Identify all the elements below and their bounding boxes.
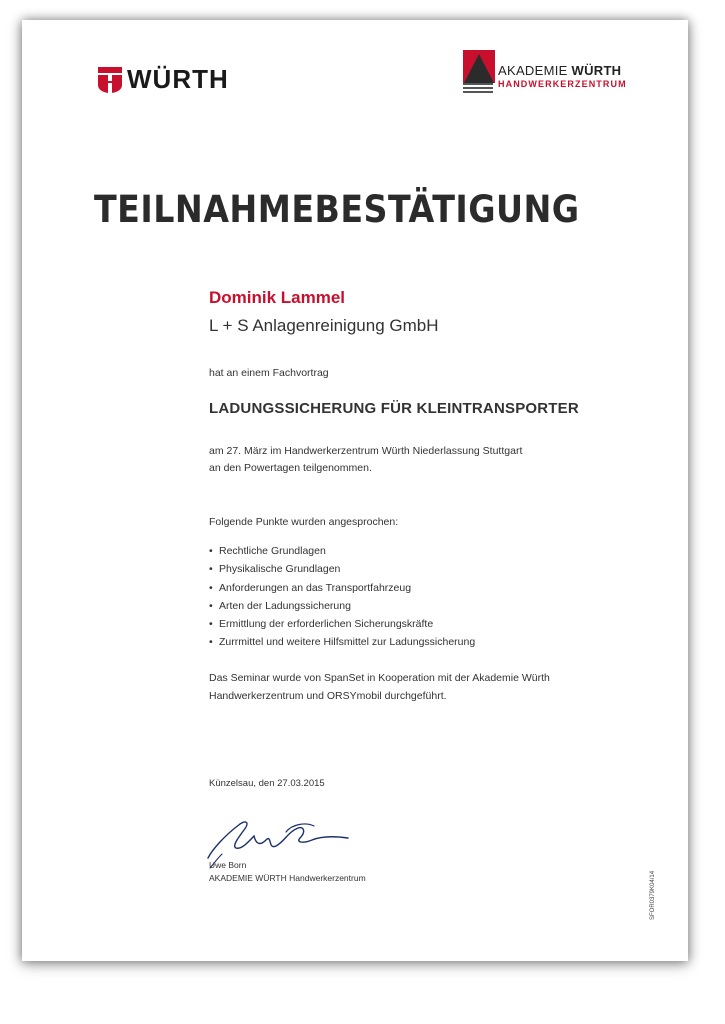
intro-text: hat an einem Fachvortrag — [209, 367, 329, 379]
list-item: • Zurrmittel und weitere Hilfsmittel zur Ladungssicherung — [209, 633, 475, 651]
participant-name: Dominik Lammel — [209, 288, 346, 307]
closing-line-1: Das Seminar wurde von SpanSet in Kooperation mit der Akademie Würth — [209, 672, 550, 684]
participant-company: L + S Anlagenreinigung GmbH — [209, 316, 439, 335]
topics-intro: Folgende Punkte wurden angesprochen: — [209, 516, 399, 528]
list-item: • Ermittlung der erforderlichen Sicherungskräfte — [209, 615, 475, 633]
signer-organization: AKADEMIE WÜRTH Handwerkerzentrum — [209, 873, 366, 883]
akademie-logo-line2: HANDWERKERZENTRUM — [498, 79, 627, 89]
details-line-1: am 27. März im Handwerkerzentrum Würth Niederlassung Stuttgart — [209, 445, 523, 457]
list-item: • Anforderungen an das Transportfahrzeug — [209, 579, 475, 597]
list-item: • Arten der Ladungssicherung — [209, 597, 475, 615]
list-item: • Rechtliche Grundlagen — [209, 542, 475, 560]
place-date: Künzelsau, den 27.03.2015 — [209, 778, 325, 789]
certificate-title: TEILNAHMEBESTÄTIGUNG — [94, 188, 580, 231]
list-item: • Physikalische Grundlagen — [209, 560, 475, 578]
akademie-logo-line1: AKADEMIE WÜRTH — [498, 63, 622, 78]
document-id: SFOR0379K04/14 — [650, 870, 656, 920]
wurth-logo-mark-icon — [98, 67, 122, 93]
details-line-2: an den Powertagen teilgenommen. — [209, 462, 372, 474]
certificate-page — [22, 20, 688, 961]
signer-name: Uwe Born — [209, 860, 247, 870]
closing-line-2: Handwerkerzentrum und ORSYmobil durchgeführt. — [209, 690, 447, 702]
akademie-logo-mark-icon — [463, 50, 495, 83]
wurth-logo-text: WÜRTH — [127, 64, 229, 94]
course-title: LADUNGSSICHERUNG FÜR KLEINTRANSPORTER — [209, 400, 579, 417]
akademie-logo-stripes-icon — [463, 83, 513, 94]
topics-list — [209, 542, 475, 652]
